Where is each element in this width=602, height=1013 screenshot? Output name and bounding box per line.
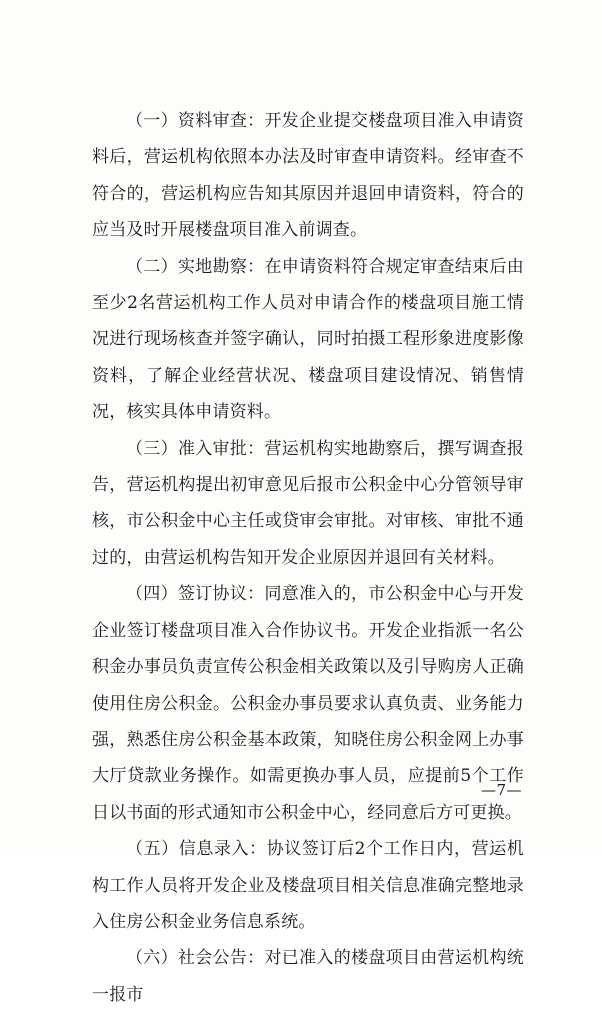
paragraph-agreement: （四）签订协议：同意准入的，市公积金中心与开发企业签订楼盘项目准入合作协议书。开发企业指派一名公积金办事员负责宣传公积金相关政策以及引导购房人正确使用住房公积金。公积金办事员要求认真负责、业务能力强，熟悉住房公积金基本政策，知晓住房公积金网上办事大厅贷款业务操作。如需更换办事人员，应提前5个工作日以书面的形式通知市公积金中心，经同意后方可更换。 bbox=[92, 584, 524, 823]
paragraph-info-entry: （五）信息录入：协议签订后2个工作日内，营运机构工作人员将开发企业及楼盘项目相关信息准确完整地录入住房公积金业务信息系统。 bbox=[92, 839, 524, 932]
page-number: —7— bbox=[480, 781, 522, 799]
paragraph-site-survey: （二）实地勘察：在申请资料符合规定审查结束后由至少2名营运机构工作人员对申请合作的楼盘项目施工情况进行现场核查并签字确认，同时拍摄工程形象进度影像资料，了解企业经营状况、楼盘项目建设情况、销售情况，核实具体申请资料。 bbox=[92, 256, 524, 423]
paragraph-public-notice: （六）社会公告：对已准入的楼盘项目由营运机构统一报市 bbox=[92, 948, 524, 1005]
paragraph-document-review: （一）资料审查：开发企业提交楼盘项目准入申请资料后，营运机构依照本办法及时审查申请资料。经审查不符合的，营运机构应告知其原因并退回申请资料，符合的应当及时开展楼盘项目准入前调查。 bbox=[92, 111, 524, 241]
paragraph-approval: （三）准入审批：营运机构实地勘察后，撰写调查报告，营运机构提出初审意见后报市公积金中心分管领导审核，市公积金中心主任或贷审会审批。对审核、审批不通过的，由营运机构告知开发企业原因并退回有关材料。 bbox=[92, 438, 524, 568]
document-body bbox=[92, 103, 524, 1013]
